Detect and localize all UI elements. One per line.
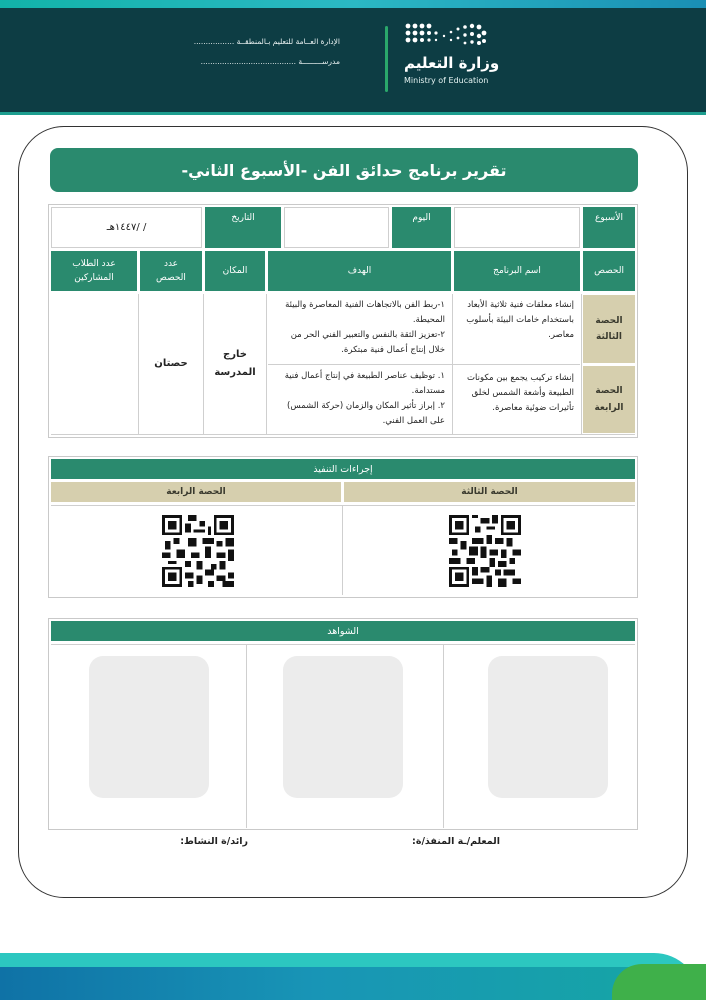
execution-col-fourth: الحصة الرابعة: [51, 482, 341, 502]
place-value: خارج المدرسة: [214, 349, 256, 378]
leader-signature-label: رائد/ة النشاط:: [180, 836, 248, 847]
evidence-photo-placeholder[interactable]: [488, 656, 608, 798]
day-label: اليوم: [392, 207, 451, 248]
grid-line: [246, 644, 247, 828]
period-third: الحصة الثالثة: [583, 295, 635, 363]
goal-fourth-2: ٢. إبراز تأثير المكان والزمان (حركة الشمس) على العمل الفني.: [287, 400, 445, 426]
grid-line: [203, 294, 204, 434]
grid-line: [51, 644, 635, 645]
evidence-photo-placeholder[interactable]: [89, 656, 209, 798]
students-value[interactable]: [51, 295, 137, 433]
goal-third-2: ٢-تعزيز الثقة بالنفس والتعبير الفني الحر من خلال إنتاج أعمال فنية مبتكرة.: [290, 329, 445, 355]
page-header: [0, 8, 706, 114]
grid-line: [581, 294, 582, 434]
ministry-name-en: Ministry of Education: [404, 76, 489, 85]
date-value[interactable]: / /١٤٤٧هـ: [51, 207, 202, 248]
goal-fourth: [268, 366, 451, 433]
grid-line: [342, 505, 343, 595]
col-period: الحصص: [583, 251, 635, 291]
grid-line: [266, 294, 267, 434]
logo-dots-icon: [404, 22, 488, 52]
grid-line: [51, 434, 635, 435]
ministry-logo: [402, 22, 500, 94]
col-place: المكان: [205, 251, 265, 291]
col-count: عدد الحصص: [140, 251, 202, 291]
col-program: اسم البرنامج: [454, 251, 580, 291]
report-title: تقرير برنامج حدائق الفن -الأسبوع الثاني-: [50, 148, 638, 192]
date-label: التاريخ: [205, 207, 281, 248]
col-goal: الهدف: [268, 251, 451, 291]
program-fourth: إنشاء تركيب يجمع بين مكونات الطبيعة وأشعة الشمس لخلق تأثيرات ضوئية معاصرة.: [466, 373, 574, 413]
grid-line: [443, 644, 444, 828]
header-underline: [0, 112, 706, 115]
footer-accent: [612, 964, 706, 1000]
ministry-name-ar: وزارة التعليم: [404, 54, 500, 72]
region-line: الإدارة العــامة للتعليم بـالمنطقــة .................: [193, 37, 340, 46]
grid-line: [51, 505, 635, 506]
school-line: مدرســـــــــة ........................................: [200, 57, 340, 66]
week-label: الأسبوع: [583, 207, 635, 248]
evidence-title: الشواهد: [51, 621, 635, 641]
count-value: حصتان: [154, 358, 188, 369]
week-value[interactable]: [454, 207, 580, 248]
period-fourth: الحصة الرابعة: [583, 366, 635, 433]
qr-code-fourth-icon[interactable]: [162, 515, 234, 587]
teacher-signature-label: المعلم/ـة المنفذ/ة:: [412, 836, 500, 847]
goal-fourth-1: ١. توظيف عناصر الطبيعة في إنتاج أعمال فنية مستدامة.: [284, 371, 445, 396]
footer-band: [0, 967, 700, 1000]
header-info: [170, 32, 340, 72]
grid-line: [268, 364, 580, 365]
col-students: عدد الطلاب المشاركين: [51, 251, 137, 291]
execution-col-third: الحصة الثالثة: [344, 482, 635, 502]
day-value[interactable]: [284, 207, 389, 248]
execution-title: إجراءات التنفيذ: [51, 459, 635, 479]
goal-third-1: ١-ربط الفن بالاتجاهات الفنية المعاصرة والبيئة المحيطة.: [285, 300, 445, 325]
evidence-photo-placeholder[interactable]: [283, 656, 403, 798]
grid-line: [138, 294, 139, 434]
qr-code-third-icon[interactable]: [449, 515, 521, 587]
goal-third: [268, 295, 451, 363]
program-third: إنشاء معلقات فنية ثلاثية الأبعاد باستخدام خامات البيئة بأسلوب معاصر.: [466, 300, 574, 340]
top-stripe: [0, 0, 706, 8]
header-divider: [385, 26, 388, 92]
